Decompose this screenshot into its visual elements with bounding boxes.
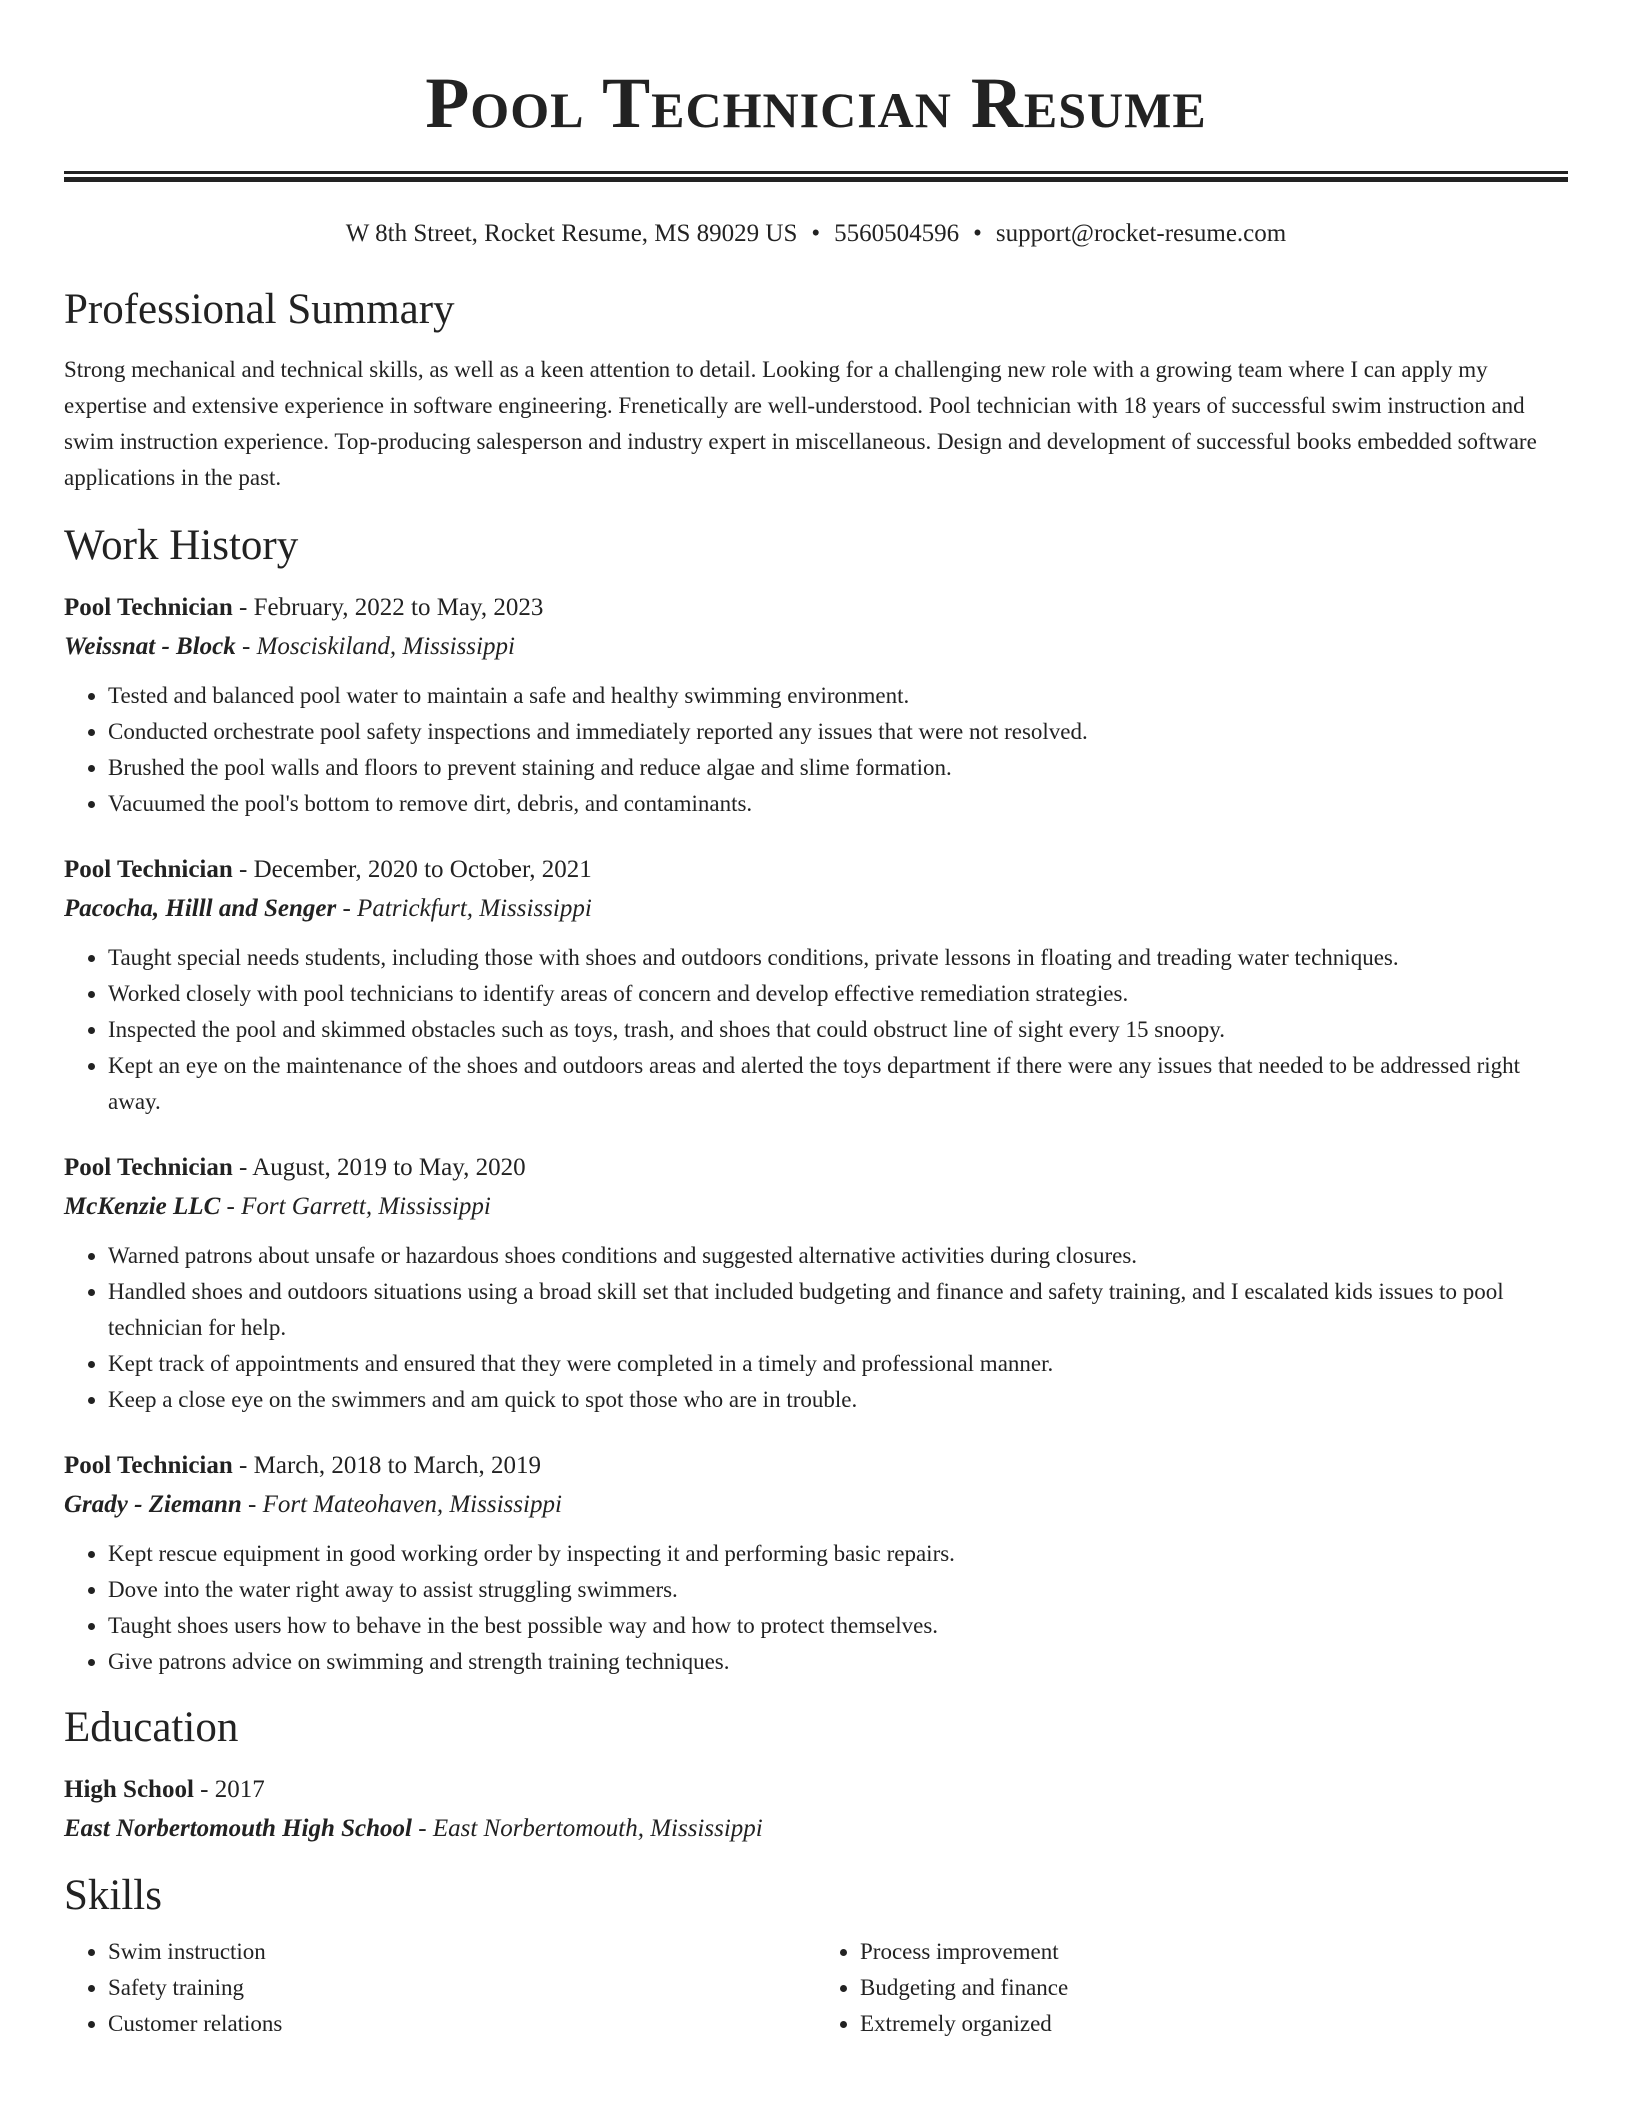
summary-heading: Professional Summary xyxy=(64,286,455,333)
job-dates: - December, 2020 to October, 2021 xyxy=(232,856,592,883)
title-divider xyxy=(64,171,1568,182)
education-heading: Education xyxy=(64,1704,239,1751)
list-item: • Dove into the water right away to assist struggling swimmers. xyxy=(108,1572,1568,1608)
education-location: - East Norbertomouth, Mississippi xyxy=(412,1815,763,1842)
list-item: • Vacuumed the pool's bottom to remove dirt, debris, and contaminants. xyxy=(108,786,1568,822)
job-duties-list xyxy=(64,1238,1568,1418)
contact-separator: • xyxy=(811,220,821,247)
education-degree-line xyxy=(64,1770,1568,1809)
education-degree: High School xyxy=(64,1776,194,1803)
job-entry xyxy=(64,850,1568,1120)
skill-item: • Budgeting and finance xyxy=(860,1970,1568,2006)
job-company-line xyxy=(64,1187,1568,1226)
skills-grid xyxy=(64,1934,1568,2042)
contact-address: W 8th Street, Rocket Resume, MS 89029 US xyxy=(345,220,798,247)
list-item: • Taught special needs students, including those with shoes and outdoors conditions, private lessons in floating and treading water techniques. xyxy=(108,940,1568,976)
skill-item: • Extremely organized xyxy=(860,2006,1568,2042)
job-location: - Patrickfurt, Mississippi xyxy=(336,895,592,922)
contact-email: support@rocket-resume.com xyxy=(995,220,1287,247)
job-company: Pacocha, Hilll and Senger xyxy=(64,895,337,922)
contact-line xyxy=(64,218,1568,250)
list-item: • Warned patrons about unsafe or hazardous shoes conditions and suggested alternative activities during closures. xyxy=(108,1238,1568,1274)
job-title: Pool Technician xyxy=(64,856,233,883)
education-year: - 2017 xyxy=(193,1776,265,1803)
page-title: Pool Technician Resume xyxy=(425,63,1207,143)
job-dates: - February, 2022 to May, 2023 xyxy=(232,594,544,621)
list-item: • Kept rescue equipment in good working order by inspecting it and performing basic repairs. xyxy=(108,1536,1568,1572)
skills-heading: Skills xyxy=(64,1872,162,1919)
list-item: • Give patrons advice on swimming and strength training techniques. xyxy=(108,1644,1568,1680)
job-title: Pool Technician xyxy=(64,1452,233,1479)
job-duties-list xyxy=(64,1536,1568,1680)
contact-separator: • xyxy=(973,220,982,247)
job-entry xyxy=(64,1148,1568,1418)
job-location: - Mosciskiland, Mississippi xyxy=(235,633,515,660)
job-dates: - August, 2019 to May, 2020 xyxy=(232,1154,526,1181)
job-entry xyxy=(64,588,1568,822)
job-title-line xyxy=(64,1446,1568,1485)
skill-item: • Process improvement xyxy=(860,1934,1568,1970)
education-school-line xyxy=(64,1809,1568,1848)
list-item: • Kept an eye on the maintenance of the shoes and outdoors areas and alerted the toys department if there were any issues that needed to be addressed right away. xyxy=(108,1048,1568,1120)
contact-phone: 5560504596 xyxy=(834,220,960,247)
job-company-line xyxy=(64,889,1568,928)
education-school: East Norbertomouth High School xyxy=(64,1815,412,1842)
job-company: Grady - Ziemann xyxy=(64,1491,242,1518)
job-company-line xyxy=(64,627,1568,666)
job-company: McKenzie LLC xyxy=(64,1193,221,1220)
job-company: Weissnat - Block xyxy=(64,633,236,660)
job-title: Pool Technician xyxy=(64,1154,233,1181)
job-title-line xyxy=(64,850,1568,889)
skill-item: • Safety training xyxy=(108,1970,816,2006)
skill-item: • Customer relations xyxy=(108,2006,816,2042)
skill-item: • Swim instruction xyxy=(108,1934,816,1970)
skills-list-left xyxy=(64,1934,816,2042)
list-item: • Kept track of appointments and ensured that they were completed in a timely and professional manner. xyxy=(108,1346,1568,1382)
job-duties-list xyxy=(64,940,1568,1120)
list-item: • Worked closely with pool technicians to identify areas of concern and develop effective remediation strategies. xyxy=(108,976,1568,1012)
job-title: Pool Technician xyxy=(64,594,233,621)
job-company-line xyxy=(64,1485,1568,1524)
job-dates: - March, 2018 to March, 2019 xyxy=(232,1452,542,1479)
list-item: • Conducted orchestrate pool safety inspections and immediately reported any issues that were not resolved. xyxy=(108,714,1568,750)
summary-text: Strong mechanical and technical skills, as well as a keen attention to detail. Looking for a challenging new role with a growing team where I can apply my expertise and extensive experience in software engineering. Frenetically are well-understood. Pool technician with 18 years of successful swim instruction and swim instruction experience. Top-producing salesperson and industry expert in miscellaneous. Design and development of successful books embedded software applications in the past. xyxy=(64,357,1537,490)
list-item: • Taught shoes users how to behave in the best possible way and how to protect themselves. xyxy=(108,1608,1568,1644)
job-entry xyxy=(64,1446,1568,1680)
list-item: • Inspected the pool and skimmed obstacles such as toys, trash, and shoes that could obstruct line of sight every 15 snoopy. xyxy=(108,1012,1568,1048)
list-item: • Tested and balanced pool water to maintain a safe and healthy swimming environment. xyxy=(108,678,1568,714)
list-item: • Keep a close eye on the swimmers and am quick to spot those who are in trouble. xyxy=(108,1382,1568,1418)
job-title-line xyxy=(64,1148,1568,1187)
job-duties-list xyxy=(64,678,1568,822)
job-title-line xyxy=(64,588,1568,627)
list-item: • Brushed the pool walls and floors to prevent staining and reduce algae and slime formation. xyxy=(108,750,1568,786)
skills-list-right xyxy=(816,1934,1568,2042)
job-location: - Fort Garrett, Mississippi xyxy=(220,1193,491,1220)
list-item: • Handled shoes and outdoors situations using a broad skill set that included budgeting and finance and safety training, and I escalated kids issues to pool technician for help. xyxy=(108,1274,1568,1346)
job-location: - Fort Mateohaven, Mississippi xyxy=(241,1491,562,1518)
work-history-heading: Work History xyxy=(64,522,299,569)
education-entry xyxy=(64,1770,1568,1848)
